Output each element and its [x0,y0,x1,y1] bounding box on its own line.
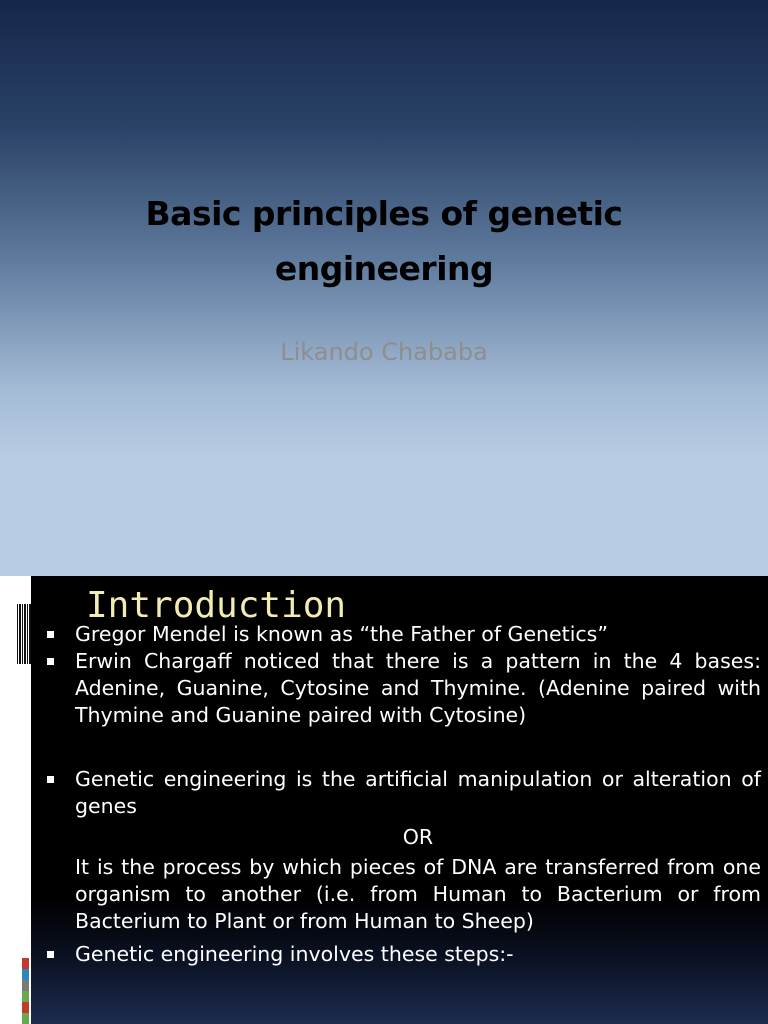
or-separator: OR [402,825,434,849]
color-strip-segment [22,980,29,991]
author-name: Likando Chababa [280,338,488,366]
color-strip-segment [22,1013,29,1024]
title-line-2: engineering [274,249,494,288]
slide-title [84,186,684,296]
color-strip-segment [22,958,29,969]
bullet-item: Gregor Mendel is known as “the Father of Genetics” [47,621,761,648]
color-strip-decoration [22,958,29,1024]
color-strip-segment [22,991,29,1002]
definition-alternative: It is the process by which pieces of DNA are transferred from one organism to another (i.e. from Human to Bacterium or from Bacterium to Plant or from Human to Sheep) [75,855,761,933]
bullet-item: Genetic engineering is the artificial manipulation or alteration of genes [47,766,761,820]
barcode-decoration [17,604,31,664]
bullet-list [47,621,761,968]
bullet-item: Erwin Chargaff noticed that there is a pattern in the 4 bases: Adenine, Guanine, Cytosine and Thymine. (Adenine paired with Thymine and Guanine paired with Cytosine) [47,648,761,729]
slide-heading: Introduction [86,585,347,626]
introduction-slide [0,576,768,1024]
bullet-item: Genetic engineering involves these steps:- [47,941,761,968]
color-strip-segment [22,1002,29,1013]
color-strip-segment [22,969,29,980]
title-line-1: Basic principles of genetic [145,194,623,233]
